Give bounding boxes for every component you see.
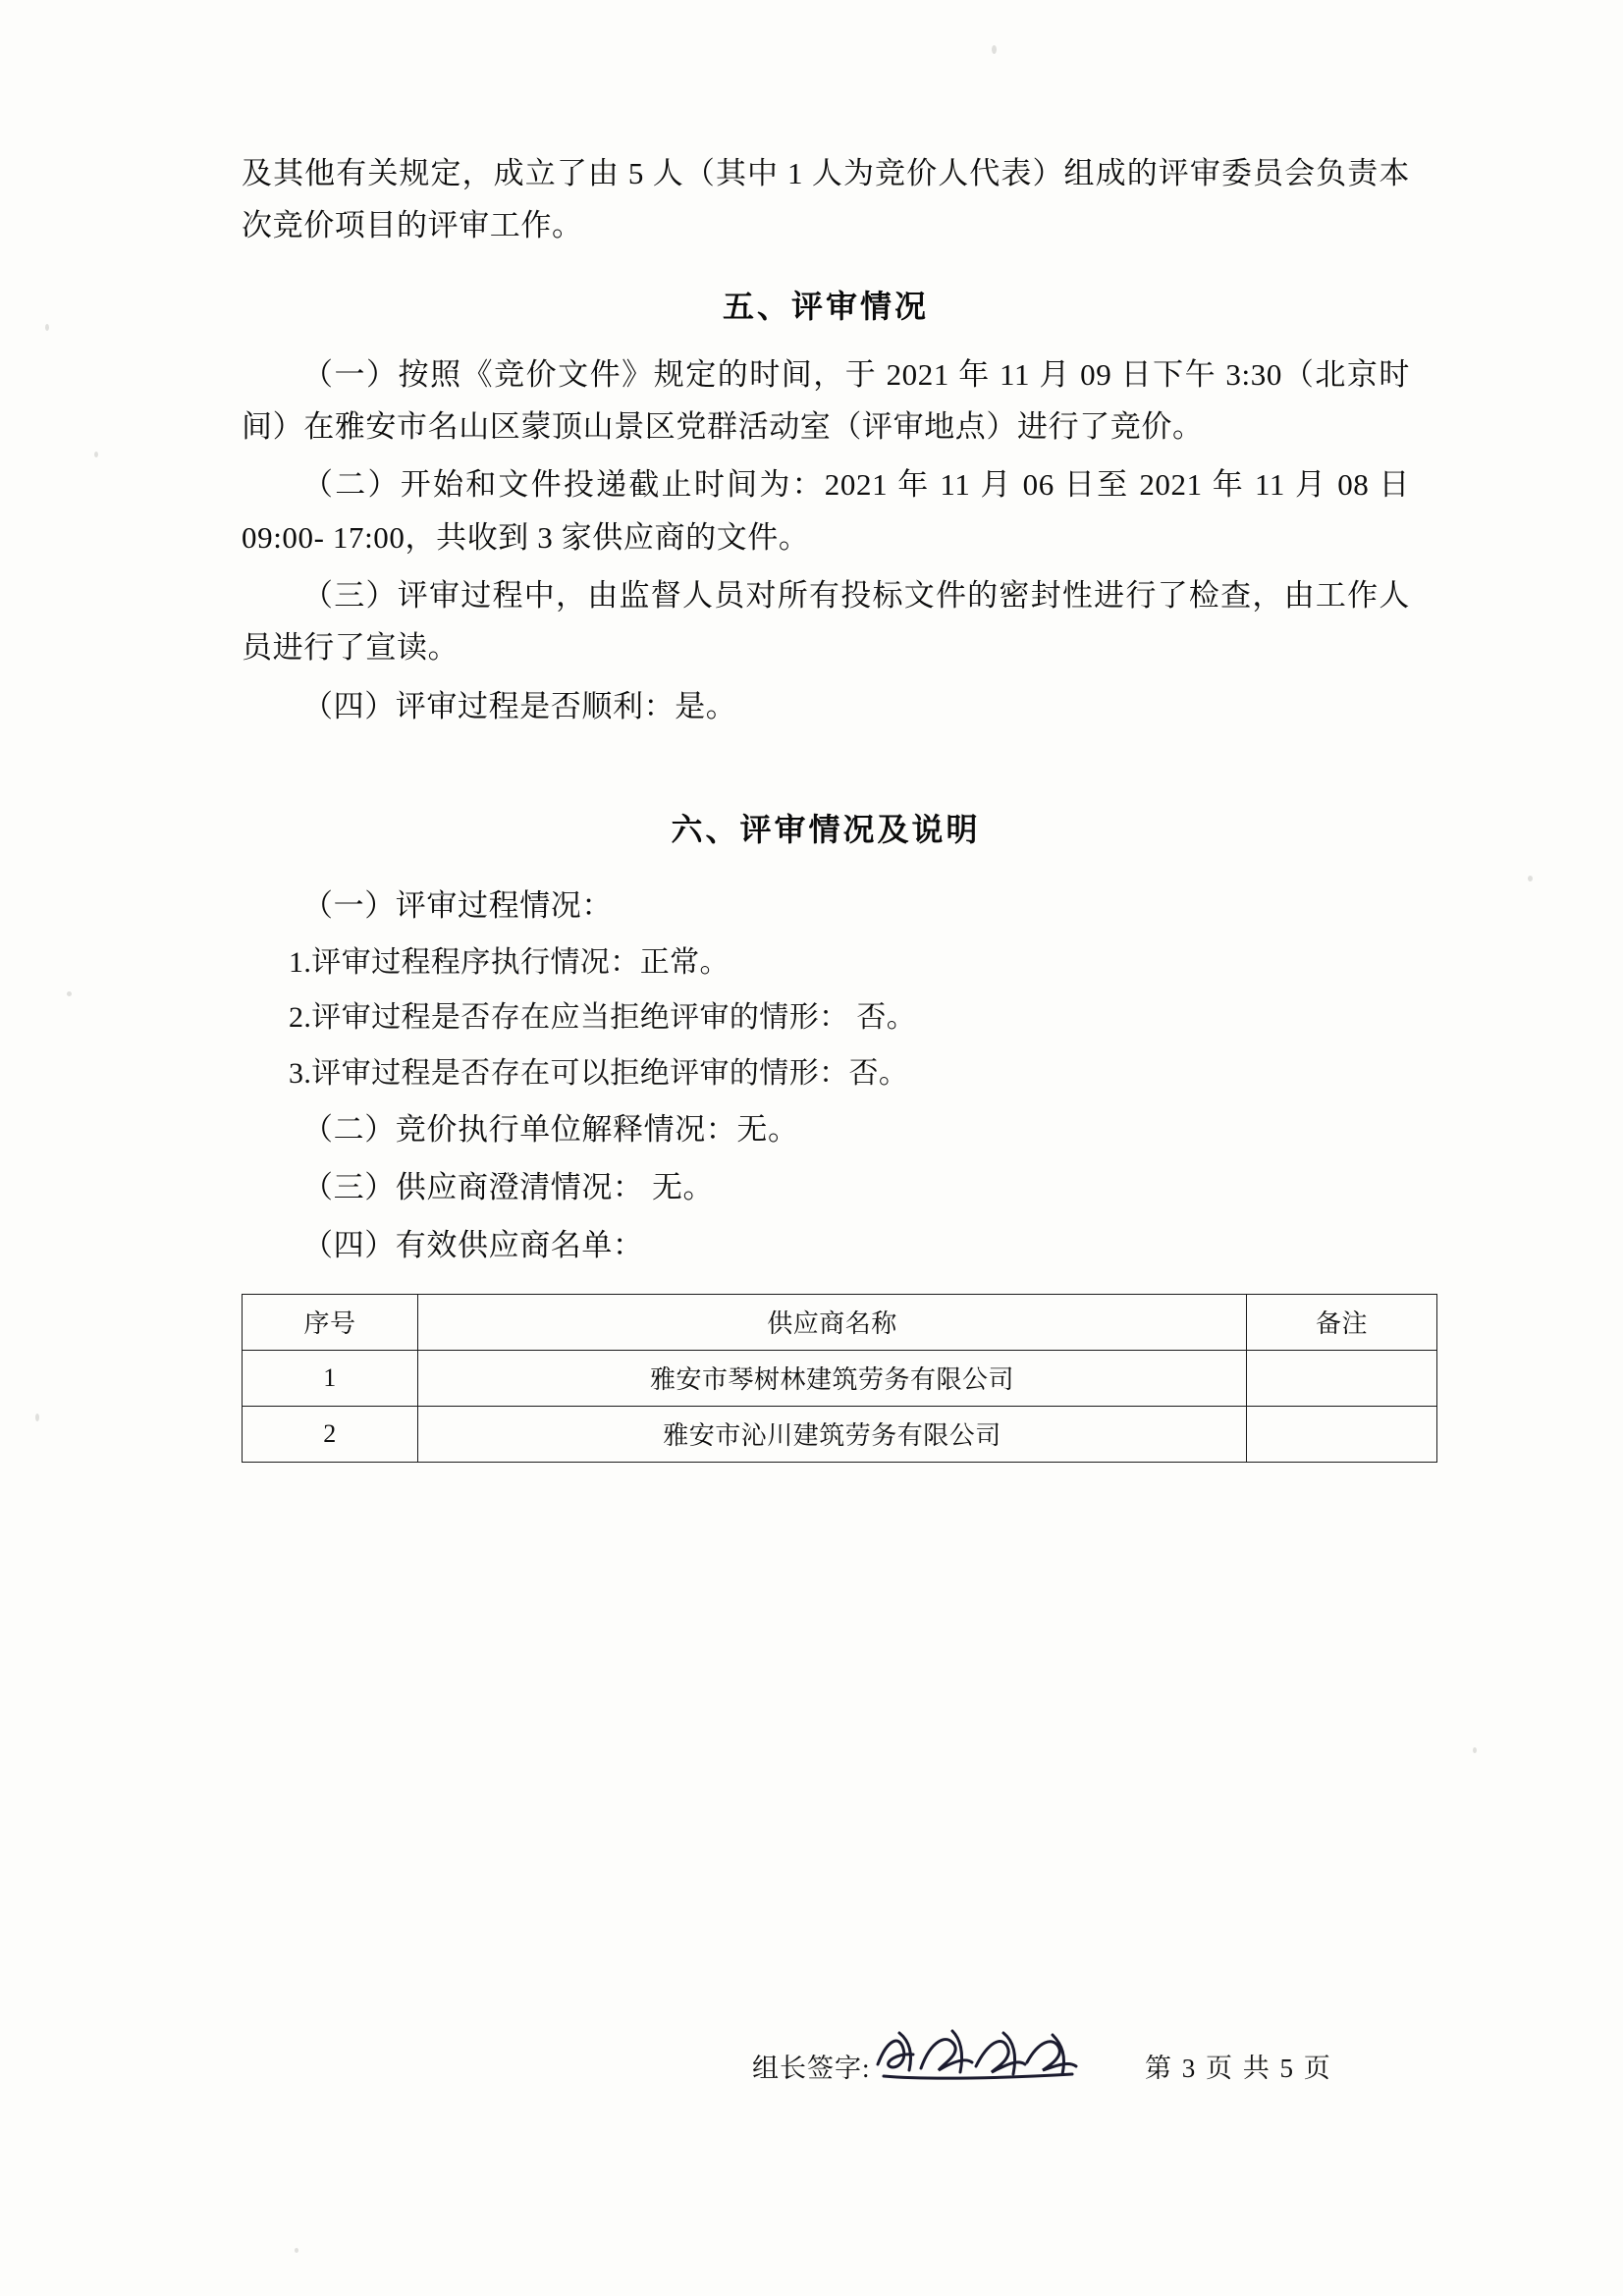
supplier-table (242, 1294, 1437, 1463)
section-heading-five: 五、评审情况 (722, 288, 929, 324)
table-header-row (243, 1294, 1437, 1350)
cell-note (1247, 1406, 1437, 1462)
cell-supplier-name: 雅安市琴树林建筑劳务有限公司 (418, 1350, 1247, 1406)
page-number: 第 3 页 共 5 页 (1145, 2054, 1332, 2083)
paper-speck (35, 1414, 39, 1421)
table-header-supplier-name: 供应商名称 (418, 1294, 1247, 1350)
paper-speck (1528, 876, 1533, 881)
table-header-no: 序号 (243, 1294, 418, 1350)
paper-speck (295, 2248, 298, 2253)
paper-speck (94, 452, 98, 457)
document-body (242, 147, 1410, 1463)
table-row (243, 1406, 1437, 1462)
cell-supplier-name: 雅安市沁川建筑劳务有限公司 (418, 1406, 1247, 1462)
table-header-note: 备注 (1247, 1294, 1437, 1350)
section-five-item-4: （四）评审过程是否顺利：是。 (302, 688, 737, 723)
paper-speck (45, 324, 49, 331)
section-six-item-1: （一）评审过程情况： (302, 887, 613, 923)
handwritten-signature-icon (870, 2019, 1086, 2088)
section-six-item-7: （四）有效供应商名单： (302, 1228, 644, 1263)
paper-speck (67, 991, 72, 996)
cell-no: 2 (243, 1406, 418, 1462)
section-six-item-4: 3.评审过程是否存在可以拒绝评审的情形：否。 (289, 1056, 909, 1090)
paper-speck (1473, 1747, 1477, 1753)
cell-note (1247, 1350, 1437, 1406)
section-six-item-3: 2.评审过程是否存在应当拒绝评审的情形： 否。 (289, 1001, 917, 1035)
section-six-item-6: （三）供应商澄清情况： 无。 (302, 1170, 715, 1204)
section-six-item-2: 1.评审过程程序执行情况：正常。 (289, 946, 730, 980)
section-heading-six: 六、评审情况及说明 (671, 811, 981, 847)
signature-label: 组长签字: (752, 2054, 871, 2083)
section-five-item-2: （二）开始和文件投递截止时间为：2021 年 11 月 06 日至 2021 年 11 月 08 日 09:00- 17:00，共收到 3 家供应商的文件。 (242, 467, 1410, 555)
table-row (243, 1350, 1437, 1406)
cell-no: 1 (243, 1350, 418, 1406)
paragraph-continuation: 及其他有关规定，成立了由 5 人（其中 1 人为竞价人代表）组成的评审委员会负责本次竞价项目的评审工作。 (242, 156, 1410, 243)
section-six-item-5: （二）竞价执行单位解释情况：无。 (302, 1111, 799, 1147)
section-five-item-1: （一）按照《竞价文件》规定的时间，于 2021 年 11 月 09 日下午 3:30（北京时间）在雅安市名山区蒙顶山景区党群活动室（评审地点）进行了竞价。 (242, 356, 1410, 444)
section-five-item-3: （三）评审过程中，由监督人员对所有投标文件的密封性进行了检查，由工作人员进行了宣读。 (242, 577, 1410, 666)
paper-speck (992, 45, 997, 54)
